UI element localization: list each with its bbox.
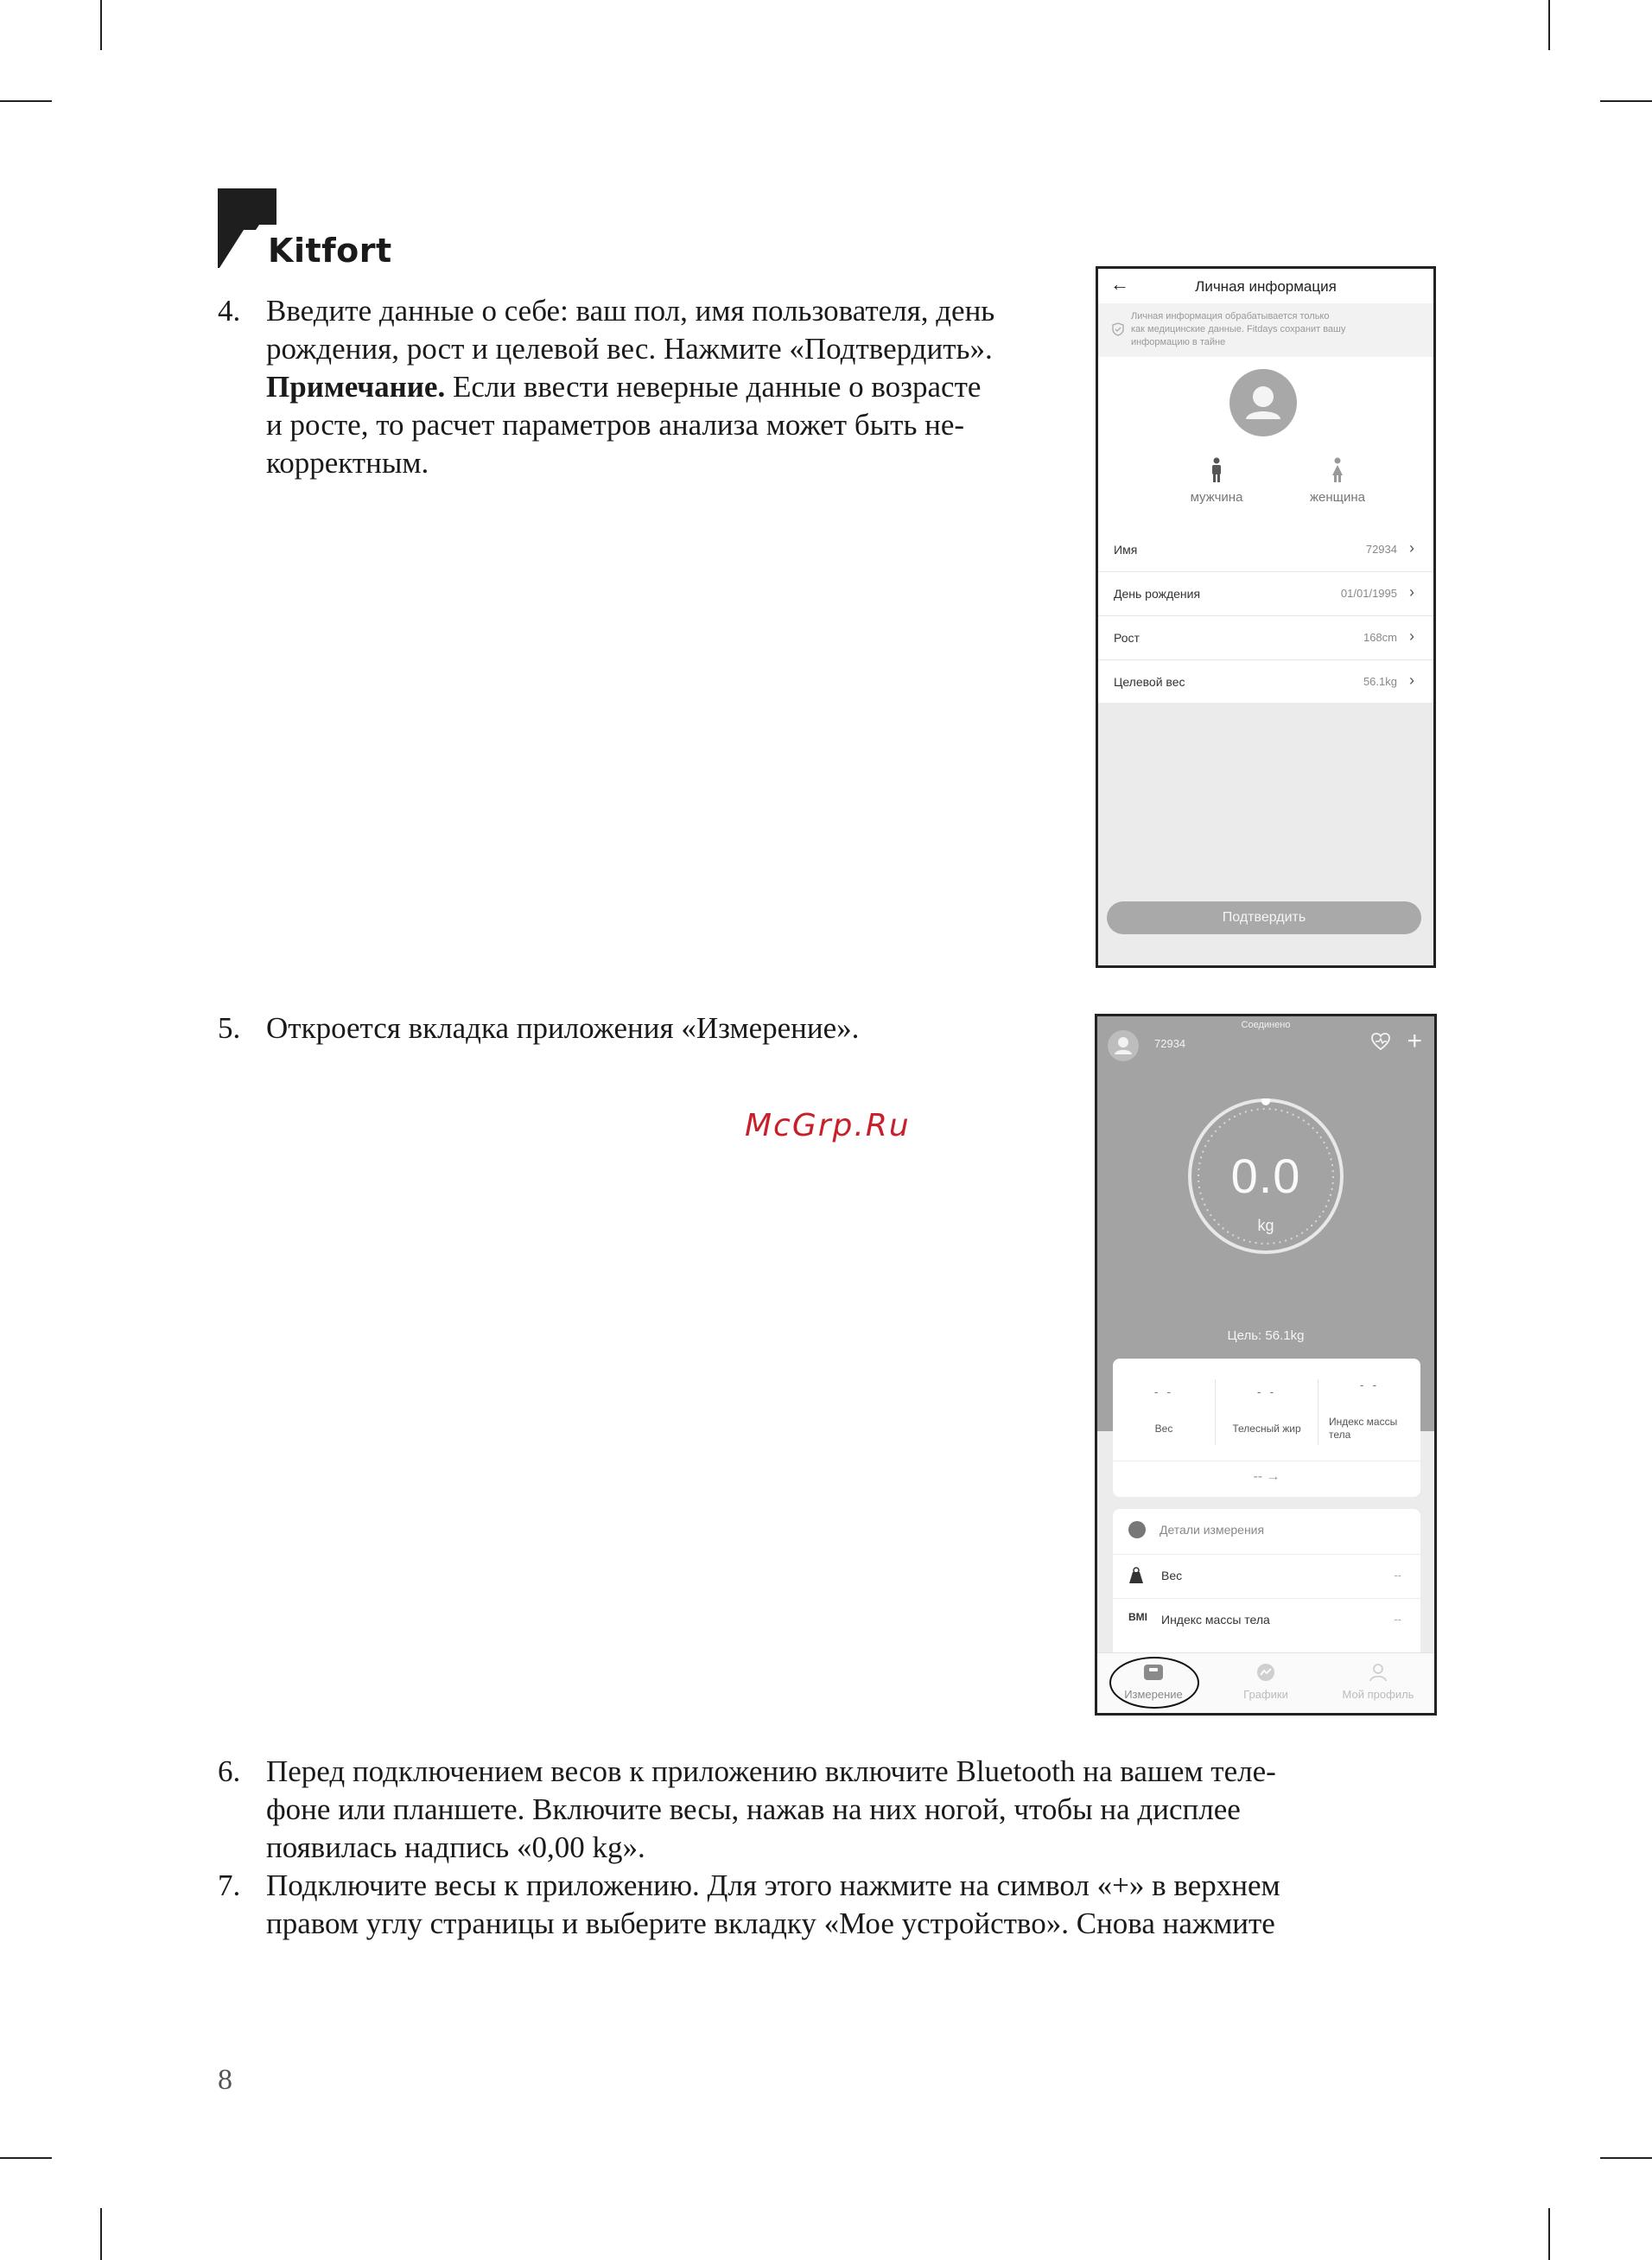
chevron-right-icon: › — [1409, 583, 1414, 601]
row-label: Имя — [1114, 543, 1138, 557]
user-silhouette-icon — [1229, 369, 1297, 436]
info-row-birthday[interactable] — [1098, 572, 1433, 616]
notice-text — [1131, 310, 1416, 349]
tab-label: Мой профиль — [1342, 1688, 1414, 1701]
crop-mark — [1548, 0, 1550, 50]
step-text: Откроется вкладка приложения «Измерение». — [266, 1011, 860, 1045]
chart-icon — [1255, 1662, 1277, 1683]
bottom-tab-bar — [1097, 1652, 1434, 1714]
weight-value: 0.0 — [1230, 1149, 1301, 1203]
male-icon — [1210, 457, 1223, 483]
crop-mark — [100, 0, 102, 50]
kitfort-logo — [218, 188, 391, 275]
page-number: 8 — [218, 2064, 232, 2096]
crop-mark — [1600, 2157, 1652, 2159]
note-label: Примечание. — [266, 370, 446, 404]
crop-mark — [1548, 2208, 1550, 2260]
step-text — [266, 292, 1082, 482]
detail-label: Индекс массы тела — [1161, 1613, 1270, 1627]
notice-line: информацию в тайне — [1131, 337, 1226, 347]
note-text: Если ввести неверные данные о возрасте — [445, 370, 982, 404]
text-line: корректным. — [266, 446, 429, 480]
metric-label-line: тела — [1329, 1429, 1351, 1441]
text-line: Перед подключением весов к приложению включите Bluetooth на вашем теле- — [266, 1754, 1276, 1788]
row-value: 72934 — [1365, 543, 1397, 556]
tab-profile[interactable] — [1322, 1653, 1434, 1714]
tab-label: Графики — [1243, 1688, 1288, 1701]
gender-female-label: женщина — [1309, 490, 1365, 505]
username: 72934 — [1154, 1037, 1186, 1050]
detail-row-bmi[interactable] — [1113, 1598, 1420, 1642]
text-line: рождения, рост и целевой вес. Нажмите «Подтвердить». — [266, 332, 993, 366]
text-line: и росте, то расчет параметров анализа может быть не- — [266, 408, 965, 442]
detail-row-weight[interactable] — [1113, 1554, 1420, 1598]
step-number: 5. — [218, 1011, 241, 1045]
step-5 — [218, 1009, 995, 1053]
metric-label-line: Индекс массы — [1329, 1416, 1398, 1428]
details-icon — [1128, 1521, 1146, 1538]
text-line: Подключите весы к приложению. Для этого нажмите на символ «+» в верхнем — [266, 1868, 1280, 1902]
screen-measurement — [1095, 1014, 1437, 1716]
tab-charts[interactable] — [1210, 1653, 1322, 1714]
privacy-notice — [1098, 303, 1433, 357]
step-6 — [218, 1753, 1433, 1874]
bmi-icon: BMI — [1128, 1611, 1147, 1623]
info-row-target-weight[interactable] — [1098, 660, 1433, 704]
profile-icon — [1367, 1662, 1389, 1683]
title-bar — [1098, 269, 1433, 303]
connection-status: Соединено — [1241, 1020, 1291, 1030]
shield-icon — [1112, 322, 1124, 336]
gender-male-label: мужчина — [1190, 490, 1243, 505]
notice-line: как медицинские данные. Fitdays сохранит вашу — [1131, 324, 1346, 334]
metric-label: Телесный жир — [1232, 1423, 1301, 1435]
screen-personal-info — [1096, 266, 1436, 968]
notice-line: Личная информация обрабатывается только — [1131, 311, 1330, 321]
tab-measurement[interactable] — [1097, 1653, 1210, 1714]
chevron-right-icon: › — [1409, 672, 1414, 689]
detail-label: Вес — [1161, 1569, 1183, 1582]
text-line: Введите данные о себе: ваш пол, имя пользователя, день — [266, 294, 995, 328]
row-label: Рост — [1114, 631, 1140, 645]
user-silhouette-icon — [1108, 1030, 1139, 1061]
note-line — [266, 368, 1082, 406]
heart-sync-icon[interactable] — [1370, 1032, 1391, 1051]
confirm-button[interactable]: Подтвердить — [1107, 901, 1421, 934]
info-row-height[interactable] — [1098, 616, 1433, 660]
detail-value: -- — [1394, 1569, 1401, 1582]
step-text — [266, 1753, 1433, 1867]
screen-title: Личная информация — [1195, 278, 1337, 295]
text-line: появилась надпись «0,00 kg». — [266, 1830, 645, 1864]
metric-value: - - — [1256, 1385, 1277, 1398]
watermark: McGrp.Ru — [745, 1108, 911, 1143]
metric-label — [1329, 1416, 1415, 1442]
detail-value: -- — [1394, 1613, 1401, 1626]
step-number: 4. — [218, 294, 241, 328]
step-text — [266, 1867, 1433, 1943]
crop-mark — [1600, 100, 1652, 102]
chevron-right-icon: › — [1409, 627, 1414, 645]
step-number: 6. — [218, 1754, 241, 1788]
details-title: Детали измерения — [1160, 1523, 1265, 1537]
step-4 — [218, 292, 1082, 491]
crop-mark — [100, 2208, 102, 2260]
crop-mark — [0, 2157, 52, 2159]
row-value: 168cm — [1363, 631, 1397, 644]
info-list — [1098, 528, 1433, 704]
arrow-left-icon[interactable]: ← — [1110, 273, 1129, 295]
avatar[interactable] — [1229, 369, 1297, 436]
goal-text: Цель: 56.1kg — [1227, 1328, 1305, 1343]
weight-icon — [1128, 1567, 1144, 1584]
weight-unit: kg — [1257, 1217, 1274, 1234]
metric-body-fat — [1216, 1359, 1318, 1461]
metric-label: Вес — [1154, 1423, 1173, 1435]
metric-bmi — [1318, 1359, 1420, 1461]
highlight-ellipse — [1109, 1657, 1199, 1709]
step-7 — [218, 1867, 1433, 1950]
info-row-name[interactable] — [1098, 528, 1433, 572]
metrics-card[interactable] — [1113, 1359, 1420, 1497]
text-line: правом углу страницы и выберите вкладку «Мое устройство». Снова нажмите — [266, 1907, 1275, 1940]
gender-male-option[interactable] — [1152, 457, 1281, 505]
step-number: 7. — [218, 1868, 241, 1902]
metric-value: - - — [1359, 1378, 1380, 1391]
measurement-details-card — [1113, 1509, 1420, 1673]
brand-name: Kitfort — [268, 232, 392, 270]
row-label: Целевой вес — [1114, 675, 1185, 689]
metric-weight — [1113, 1359, 1215, 1461]
row-label: День рождения — [1114, 587, 1201, 601]
avatar[interactable] — [1108, 1030, 1139, 1061]
text-line: фоне или планшете. Включите весы, нажав на них ногой, чтобы на дисплее — [266, 1792, 1241, 1826]
add-icon[interactable]: + — [1407, 1027, 1422, 1055]
tab-label: Измерение — [1124, 1688, 1183, 1701]
crop-mark — [0, 100, 52, 102]
gender-female-option[interactable] — [1273, 457, 1402, 505]
history-arrow[interactable]: -- → — [1253, 1469, 1280, 1484]
row-value: 56.1kg — [1363, 675, 1397, 688]
chevron-right-icon: › — [1409, 539, 1414, 557]
row-value: 01/01/1995 — [1340, 587, 1397, 600]
metric-value: - - — [1153, 1385, 1174, 1398]
female-icon — [1331, 457, 1344, 483]
